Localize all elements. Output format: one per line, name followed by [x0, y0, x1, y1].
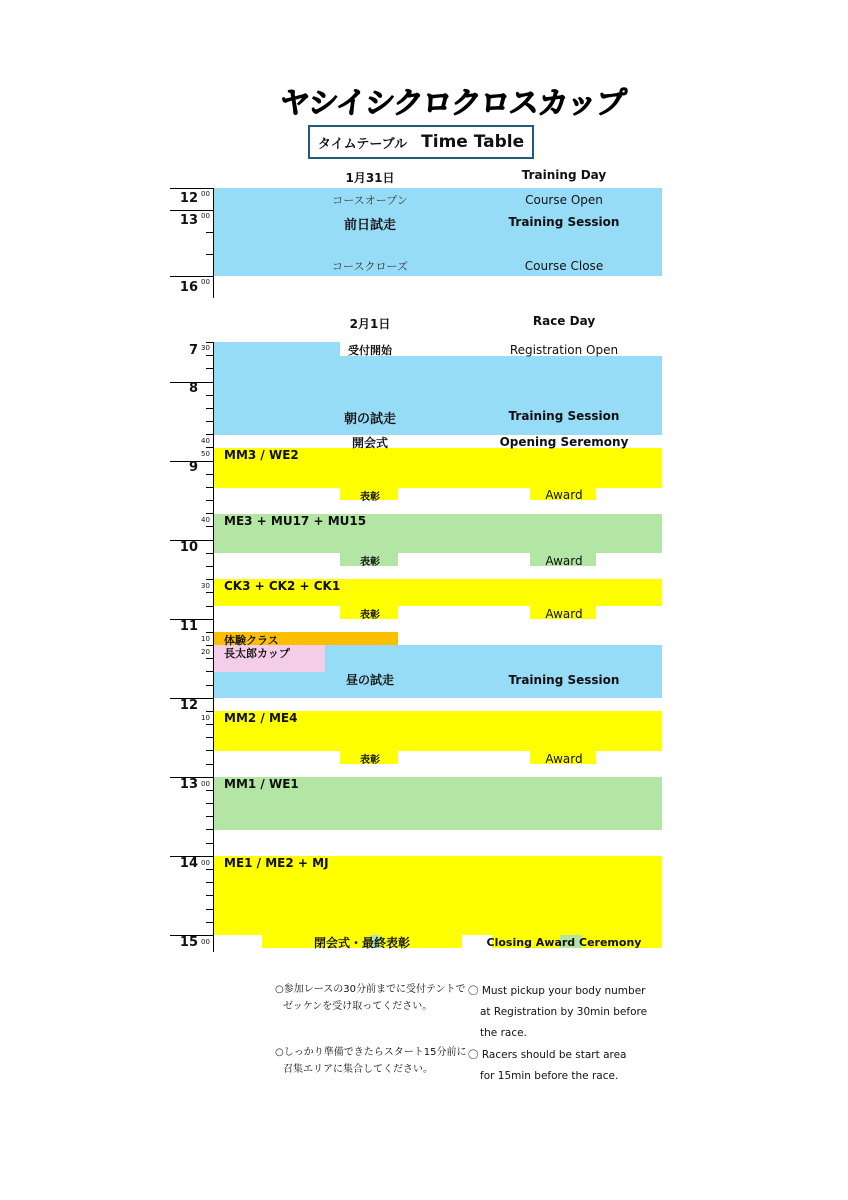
day2-hour-13: 13	[179, 777, 198, 792]
course-open-en: Course Open	[525, 193, 603, 207]
note-line: 〇 Racers should be start area	[468, 1049, 627, 1061]
day1-minute-label: 00	[201, 190, 210, 198]
day2-hour-7: 7	[188, 343, 198, 358]
day2-tick	[206, 750, 213, 751]
title-en: Time Table	[421, 132, 525, 152]
day1-date-jp: 1月31日	[345, 171, 395, 185]
day2-tick	[206, 816, 213, 817]
closing-jp: 閉会式・最終表彰	[313, 936, 410, 950]
opening-jp: 開会式	[351, 436, 388, 450]
day2-tick	[206, 711, 213, 712]
day1-minute-label: 00	[201, 212, 210, 220]
day2-tick	[206, 922, 213, 923]
race-label-mm3: MM3 / WE2	[224, 448, 299, 462]
day2-minute-label: 10	[201, 714, 210, 722]
award-en: Award	[545, 488, 583, 502]
day2-minute-label: 40	[201, 437, 210, 445]
day2-tick	[206, 685, 213, 686]
note1-jp	[275, 983, 465, 1014]
day2-tick	[206, 526, 213, 527]
day2-tick	[206, 434, 213, 435]
day2-tick	[206, 447, 213, 448]
note1-en	[468, 981, 647, 1044]
day2-tick	[206, 843, 213, 844]
day1-hour-13: 13	[179, 213, 198, 228]
race-label-taiken: 体験クラス	[224, 634, 279, 647]
note-line: 召集エリアに集合してください。	[283, 1064, 433, 1075]
morning-training-jp: 朝の試走	[343, 412, 396, 427]
day2-tick	[206, 790, 213, 791]
day2-minute-label: 30	[201, 344, 210, 352]
day2-tick	[206, 895, 213, 896]
opening-en: Opening Seremony	[499, 435, 629, 449]
title-jp: タイムテーブル	[317, 136, 408, 152]
race-label-mm2: MM2 / ME4	[224, 711, 298, 725]
day2-minute-label: 00	[201, 780, 210, 788]
registration-en: Registration Open	[509, 343, 619, 357]
day1-hour-16: 16	[179, 280, 198, 295]
award-jp: 表彰	[360, 755, 380, 766]
award-en: Award	[545, 752, 583, 766]
day1-training-en: Training Session	[508, 215, 620, 229]
day2-minute-label: 20	[201, 648, 210, 656]
day2-hour-15: 15	[179, 935, 198, 950]
day1-minute-label: 00	[201, 278, 210, 286]
day2-minute-label: 50	[201, 450, 210, 458]
day2-tick	[206, 645, 213, 646]
day2-tick	[206, 566, 213, 567]
note-line: ゼッケンを受け取ってください。	[283, 1001, 433, 1012]
race-label-me1: ME1 / ME2 + MJ	[224, 856, 329, 870]
award-en: Award	[545, 607, 583, 621]
award-jp: 表彰	[360, 492, 380, 503]
day2-hour-11: 11	[179, 619, 198, 634]
note-line: at Registration by 30min before	[480, 1006, 648, 1018]
day2-minute-label: 40	[201, 516, 210, 524]
day2-tick	[206, 421, 213, 422]
day1-training-jp: 前日試走	[343, 218, 396, 233]
note-line: the race.	[480, 1027, 527, 1039]
day2-minute-label: 30	[201, 582, 210, 590]
course-open-jp: コースオープン	[332, 194, 408, 207]
closing-en: Closing Award Ceremony	[486, 936, 642, 949]
day2-minute-label: 00	[201, 859, 210, 867]
race-label-chotaro: 長太郎カップ	[224, 647, 290, 660]
award-jp: 表彰	[360, 557, 380, 568]
noon-training-block	[325, 645, 662, 672]
day2-tick	[206, 408, 213, 409]
day1-hour-12: 12	[179, 191, 198, 206]
note-line: 〇 Must pickup your body number	[468, 985, 646, 997]
day1-tick	[206, 232, 213, 233]
day2-tick	[206, 724, 213, 725]
day2-hour-12: 12	[179, 698, 198, 713]
day2-tick	[206, 671, 213, 672]
day2-tick	[206, 395, 213, 396]
day1-date-en: Training Day	[521, 168, 607, 182]
day2-tick	[206, 579, 213, 580]
day2-tick	[206, 882, 213, 883]
day2-tick	[206, 737, 213, 738]
day2-tick	[206, 829, 213, 830]
day2-tick	[206, 500, 213, 501]
note-line: for 15min before the race.	[480, 1070, 619, 1082]
day2-tick	[206, 342, 213, 343]
note-line: ○しっかり準備できたらスタート15分前に	[275, 1047, 467, 1058]
day2-tick	[206, 553, 213, 554]
race-label-ck: CK3 + CK2 + CK1	[224, 579, 341, 593]
day2-hour-14: 14	[179, 856, 198, 871]
day1-tick	[206, 254, 213, 255]
award-jp: 表彰	[360, 610, 380, 621]
day2-axis	[213, 342, 214, 952]
noon-training-en: Training Session	[508, 673, 620, 687]
day2-hour-9: 9	[188, 460, 198, 475]
course-close-jp: コースクローズ	[332, 260, 408, 273]
morning-training-en: Training Session	[508, 409, 620, 423]
race-label-me3: ME3 + MU17 + MU15	[224, 514, 367, 528]
day1-tick	[170, 276, 213, 277]
note-line: ○参加レースの30分前までに受付テントで	[275, 984, 466, 995]
day1-tick	[170, 188, 213, 189]
day2-tick	[206, 803, 213, 804]
title-box	[308, 125, 534, 159]
day2-tick	[206, 592, 213, 593]
day2-tick	[206, 632, 213, 633]
day2-tick	[206, 909, 213, 910]
day2-tick	[206, 658, 213, 659]
day2-hour-8: 8	[188, 381, 198, 396]
day2-tick	[206, 606, 213, 607]
note2-jp	[275, 1046, 466, 1077]
day2-tick	[206, 487, 213, 488]
day2-tick	[206, 513, 213, 514]
day2-tick	[206, 474, 213, 475]
noon-training-jp: 昼の試走	[345, 673, 394, 687]
race-label-mm1: MM1 / WE1	[224, 777, 299, 791]
day1-axis	[213, 188, 214, 298]
day2-tick	[206, 355, 213, 356]
day2-date-en: Race Day	[532, 314, 596, 328]
day1-tick	[170, 210, 213, 211]
day2-minute-label: 10	[201, 635, 210, 643]
course-close-en: Course Close	[524, 259, 604, 273]
day2-minute-label: 00	[201, 938, 210, 946]
day2-date-jp: 2月1日	[349, 317, 391, 331]
day2-hour-10: 10	[179, 540, 198, 555]
note2-en	[468, 1045, 627, 1087]
award-en: Award	[545, 554, 583, 568]
day2-tick	[206, 869, 213, 870]
day2-tick	[206, 764, 213, 765]
event-logo: ヤシイシクロクロスカップ	[277, 86, 627, 121]
day2-tick	[206, 368, 213, 369]
registration-jp: 受付開始	[348, 344, 392, 357]
